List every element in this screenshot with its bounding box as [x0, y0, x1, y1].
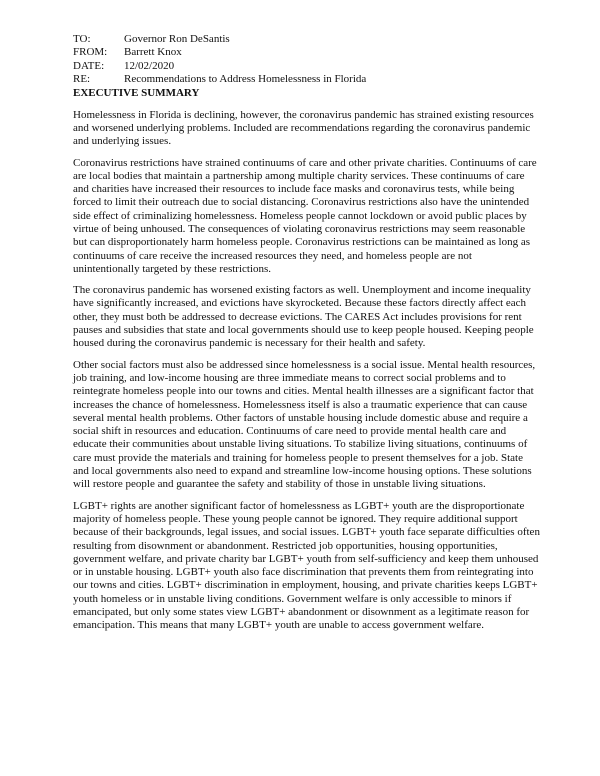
memo-to-label: TO:: [73, 33, 91, 45]
paragraph-coronavirus-restrictions: Coronavirus restrictions have strained continuums of care and other private charities. Continuums of care are local bodies that maintain a partnership among multiple charity services. These continuums of care and charities have increased their resources to include face masks and coronavirus tests, while being forced to limit their outreach due to social distancing. Coronavirus restrictions also have the unintended side effect of criminalizing homelessness. Homeless people cannot lockdown or avoid public places by virtue of being unhoused. The consequences of violating coronavirus restrictions may seem reasonable but can disproportionately harm homeless people. Coronavirus restrictions can be maintained as long as continuums of care receive the increased resources they need, and homeless people are not unintentionally targeted by these restrictions.: [73, 156, 537, 275]
memo-from-row: [73, 46, 540, 59]
memo-to-row: [73, 33, 540, 46]
memo-re-label: RE:: [73, 73, 91, 86]
memo-re-row: [73, 73, 540, 86]
memo-to-value: Governor Ron DeSantis: [124, 33, 230, 45]
executive-summary-heading: EXECUTIVE SUMMARY: [73, 86, 200, 99]
paragraph-social-factors: Other social factors must also be addressed since homelessness is a social issue. Mental health resources, job training, and low-income housing are three immediate means to correct social problems and to reintegrate homeless people into our towns and cities. Mental health illnesses are a significant factor that increases the chance of homelessness. Homelessness itself is also a traumatic experience that can cause several mental health problems. Other factors of unstable housing include domestic abuse and require a social shift in resources and education. Continuums of care need to provide mental health care and educate their communities about unstable living situations. To stabilize living situations, continuums of care must provide the materials and training for homeless people to present themselves for a job. State and local governments also need to expand and streamline low-income housing options. These solutions will restore people and guarantee the safety and stability of those in unstable living situations.: [73, 358, 536, 491]
paragraph-pandemic-factors: The coronavirus pandemic has worsened existing factors as well. Unemployment and income inequality have significantly increased, and evictions have skyrocketed. Because these factors directly affect each other, they must both be addressed to decrease evictions. The CARES Act includes provisions for rent pauses and subsidies that state and local governments should use to keep people housed. Keeping people housed during the coronavirus pandemic is necessary for their health and safety.: [73, 284, 534, 350]
memo-from-label: FROM:: [73, 46, 108, 59]
memo-from-value: Barrett Knox: [124, 46, 182, 59]
memo-date-row: [73, 60, 540, 73]
paragraph-lgbt-rights: LGBT+ rights are another significant factor of homelessness as LGBT+ youth are the disproportionate majority of homeless people. These young people cannot be ignored. They require additional support because of their backgrounds, legal issues, and social issues. LGBT+ youth face separate difficulties often resulting from disownment or abandonment. Restricted job opportunities, housing opportunities, government welfare, and private charity bar LGBT+ youth from self-sufficiency and keep them unhoused or in unstable housing. LGBT+ youth also face discrimination that prevents them from reintegrating into our towns and cities. LGBT+ discrimination in employment, housing, and private charities keeps LGBT+ youth homeless or in unstable living conditions. Government welfare is only accessible to minors if emancipated, but only some states view LGBT+ abandonment or disownment as a legitimate reason for emancipation. This means that many LGBT+ youth are unable to access government welfare.: [73, 499, 540, 632]
memo-date-value: 12/02/2020: [124, 59, 175, 72]
paragraph-intro: Homelessness in Florida is declining, however, the coronavirus pandemic has strained existing resources and worsened underlying problems. Included are recommendations regarding the coronavirus pandemic and underlying issues.: [73, 108, 534, 148]
memo-re-value: Recommendations to Address Homelessness in Florida: [124, 73, 367, 86]
memo-date-label: DATE:: [73, 59, 105, 72]
